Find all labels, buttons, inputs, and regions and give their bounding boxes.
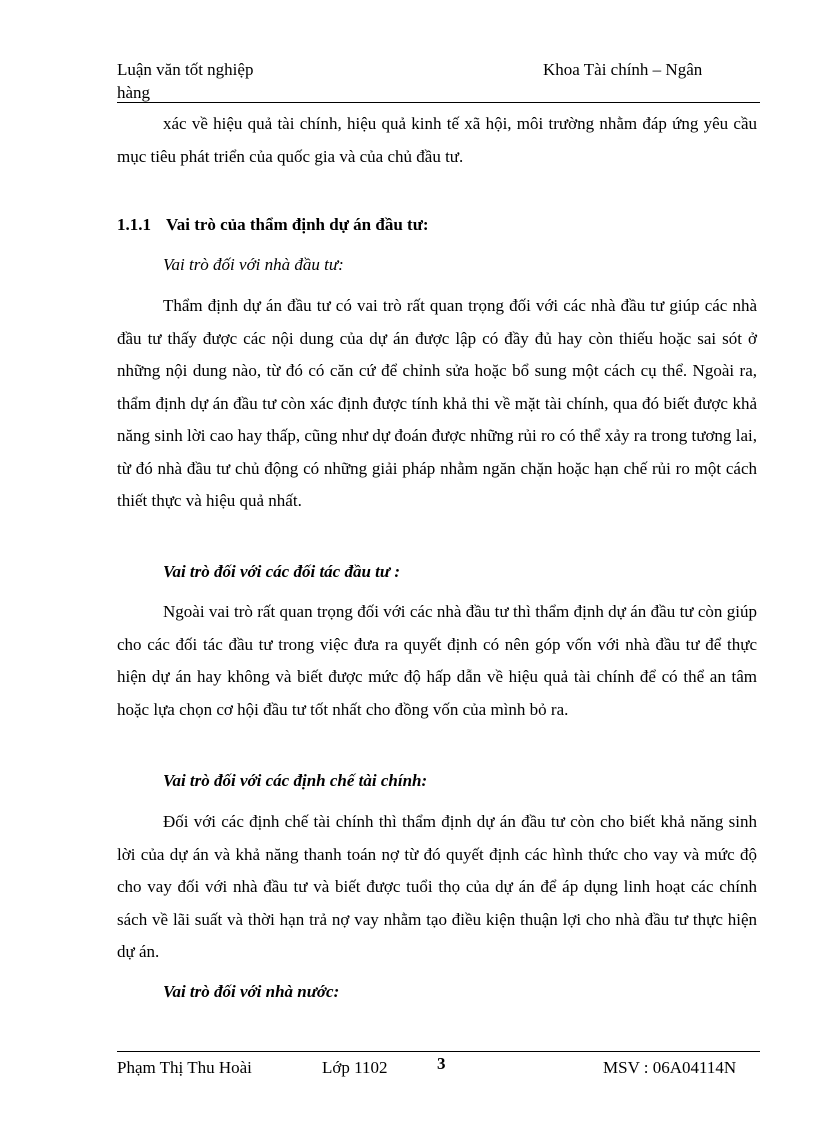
section-heading [117, 215, 429, 235]
header-thesis-label-continued: hàng [117, 83, 151, 102]
header-left [117, 58, 317, 104]
subheading-state: Vai trò đối với nhà nước: [163, 982, 340, 1001]
header-rule [117, 102, 760, 103]
page-number: 3 [437, 1054, 446, 1073]
footer-author: Phạm Thị Thu Hoài [117, 1058, 252, 1077]
subheading-financial-institutions: Vai trò đối với các định chế tài chính: [163, 771, 428, 790]
footer-class: Lớp 1102 [322, 1058, 388, 1077]
paragraph-investor: Thẩm định dự án đầu tư có vai trò rất quan trọng đối với các nhà đầu tư giúp các nhà đầu tư thấy được các nội dung của dự án được lập có đầy đủ hay còn thiếu hoặc sai sót ở những nội dung nào, từ đó có căn cứ để chỉnh sửa hoặc bổ sung một cách cụ thể. Ngoài ra, thẩm định dự án đầu tư còn xác định được tính khả thi về mặt tài chính, qua đó biết được khả năng sinh lời cao hay thấp, cũng như dự đoán được những rủi ro có thể xảy ra trong tương lai, từ đó nhà đầu tư chủ động có những giải pháp nhằm ngăn chặn hoặc hạn chế rủi ro một cách thiết thực và hiệu quả nhất. [117, 296, 757, 510]
section-number: 1.1.1 [117, 215, 151, 234]
subheading-investor: Vai trò đối với nhà đầu tư: [163, 255, 344, 274]
subheading-partners: Vai trò đối với các đối tác đầu tư : [163, 562, 400, 581]
footer-student-id: MSV : 06A04114N [603, 1058, 737, 1077]
paragraph-financial-institutions: Đối với các định chế tài chính thì thẩm định dự án đầu tư còn cho biết khả năng sinh lời của dự án và khả năng thanh toán nợ từ đó quyết định các hình thức cho vay và mức độ cho vay đối với nhà đầu tư và biết được tuổi thọ của dự án để áp dụng linh hoạt các chính sách về lãi suất và thời hạn trả nợ vay nhằm tạo điều kiện thuận lợi cho nhà đầu tư thực hiện dự án. [117, 812, 757, 961]
paragraph-partners: Ngoài vai trò rất quan trọng đối với các nhà đầu tư thì thẩm định dự án đầu tư còn giúp cho các đối tác đầu tư trong việc đưa ra quyết định có nên góp vốn với nhà đầu tư để thực hiện dự án hay không và biết được mức độ hấp dẫn về hiệu quả tài chính để có thể an tâm hoặc lựa chọn cơ hội đầu tư tốt nhất cho đồng vốn của mình bỏ ra. [117, 602, 757, 719]
header-thesis-label: Luận văn tốt nghiệp [117, 60, 254, 79]
header-faculty: Khoa Tài chính – Ngân [543, 60, 703, 79]
section-title: Vai trò của thẩm định dự án đầu tư: [166, 215, 429, 234]
footer-rule [117, 1051, 760, 1052]
intro-paragraph: xác về hiệu quả tài chính, hiệu quả kinh tế xã hội, môi trường nhằm đáp ứng yêu cầu mục tiêu phát triển của quốc gia và của chủ đầu tư. [117, 114, 757, 166]
